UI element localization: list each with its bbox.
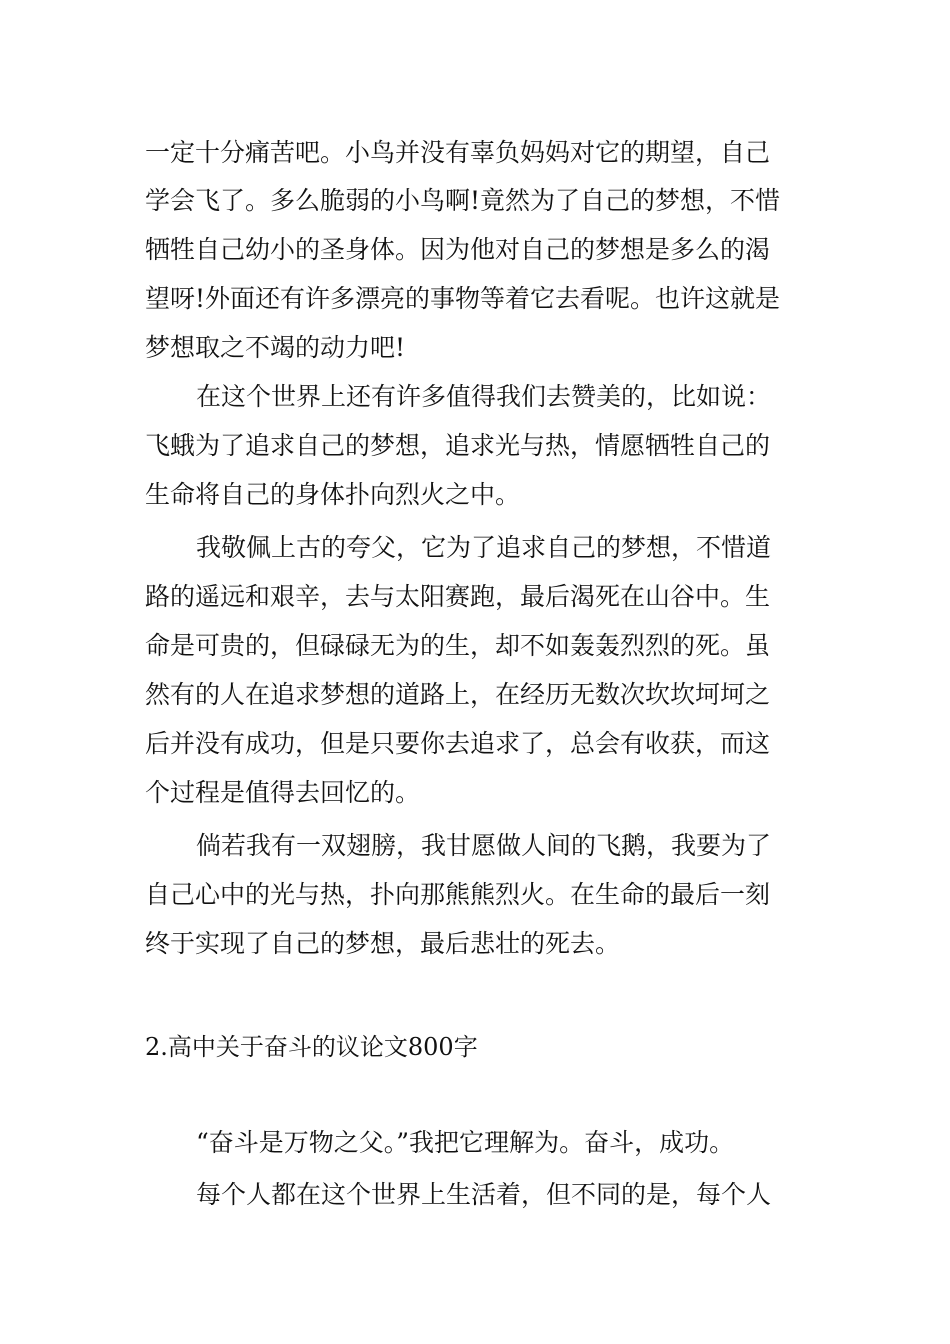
paragraph-3-line-6: 个过程是值得去回忆的。 [145, 778, 421, 807]
paragraph-1-line-2: 学会飞了。多么脆弱的小鸟啊!竟然为了自己的梦想，不惜 [145, 186, 781, 215]
paragraph-2-line-2: 飞蛾为了追求自己的梦想，追求光与热，情愿牺牲自己的 [145, 431, 771, 460]
paragraph-2-line-1: 在这个世界上还有许多值得我们去赞美的，比如说： [196, 382, 772, 411]
paragraph-3-line-1: 我敬佩上古的夸父，它为了追求自己的梦想，不惜道 [196, 533, 772, 562]
paragraph-3-line-5: 后并没有成功，但是只要你去追求了，总会有收获，而这 [145, 729, 771, 758]
paragraph-5-line-1: “奋斗是万物之父。”我把它理解为。奋斗，成功。 [196, 1128, 735, 1157]
paragraph-1-line-5: 梦想取之不竭的动力吧! [145, 333, 406, 362]
paragraph-4-line-2: 自己心中的光与热，扑向那熊熊烈火。在生命的最后一刻 [145, 880, 771, 909]
section-heading: 2.高中关于奋斗的议论文800字 [145, 1033, 478, 1061]
paragraph-1-line-4: 望呀!外面还有许多漂亮的事物等着它去看呢。也许这就是 [145, 284, 781, 313]
paragraph-4-line-1: 倘若我有一双翅膀，我甘愿做人间的飞鹅，我要为了 [196, 831, 772, 860]
paragraph-3-line-2: 路的遥远和艰辛，去与太阳赛跑，最后渴死在山谷中。生 [145, 582, 771, 611]
paragraph-4-line-3: 终于实现了自己的梦想，最后悲壮的死去。 [145, 929, 621, 958]
paragraph-6-line-1: 每个人都在这个世界上生活着，但不同的是，每个人 [196, 1180, 772, 1209]
paragraph-1-line-1: 一定十分痛苦吧。小鸟并没有辜负妈妈对它的期望，自己 [145, 138, 771, 167]
paragraph-2-line-3: 生命将自己的身体扑向烈火之中。 [145, 480, 521, 509]
paragraph-3-line-3: 命是可贵的，但碌碌无为的生，却不如轰轰烈烈的死。虽 [145, 631, 771, 660]
paragraph-1-line-3: 牺牲自己幼小的圣身体。因为他对自己的梦想是多么的渴 [145, 235, 771, 264]
paragraph-3-line-4: 然有的人在追求梦想的道路上，在经历无数次坎坎坷坷之 [145, 680, 771, 709]
